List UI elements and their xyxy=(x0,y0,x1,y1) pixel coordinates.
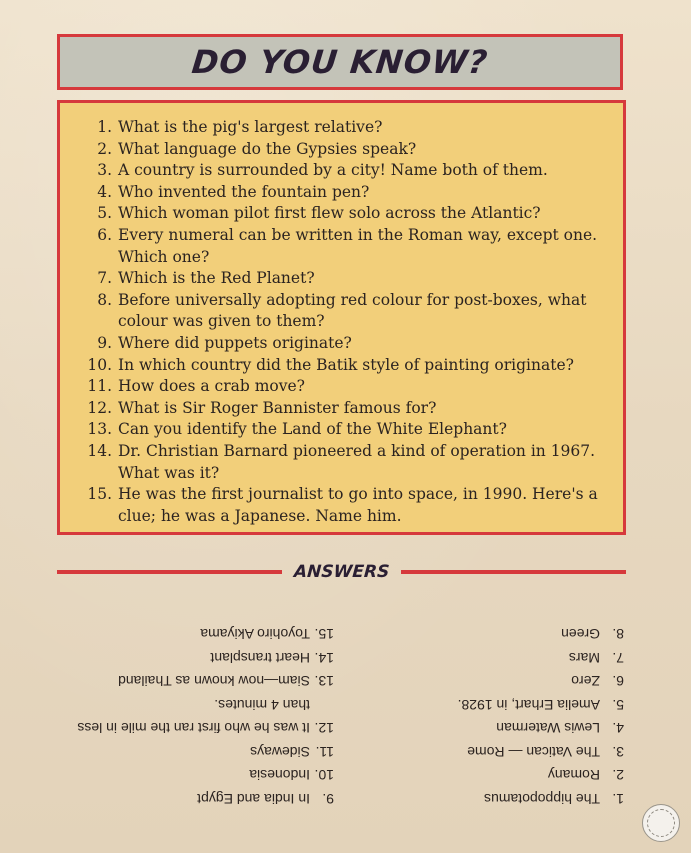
answer-item xyxy=(359,646,624,670)
question-text: Can you identify the Land of the White Elephant? xyxy=(118,420,507,439)
question-item xyxy=(82,160,605,182)
answer-item xyxy=(64,787,334,811)
answers-upside-down xyxy=(64,600,624,810)
title-banner xyxy=(57,34,623,90)
answer-number: 12. xyxy=(314,720,334,737)
question-text: How does a crab move? xyxy=(118,377,305,396)
answer-text: It was he who first ran the mile in less than 4 minutes. xyxy=(77,697,310,737)
question-number: 2. xyxy=(97,139,112,158)
question-item xyxy=(82,225,605,268)
answer-number: 9. xyxy=(322,791,334,807)
answer-number: 11. xyxy=(315,744,334,760)
answer-item xyxy=(359,787,624,811)
answer-number: 13. xyxy=(314,673,334,690)
answers-title: ANSWERS xyxy=(293,562,390,582)
answer-text: Zero xyxy=(571,673,600,690)
answer-text: Mars xyxy=(568,650,600,666)
question-item xyxy=(82,333,605,355)
question-text: Who invented the fountain pen? xyxy=(118,182,370,201)
question-text: What is the pig's largest relative? xyxy=(118,118,383,136)
answer-text: Toyohiro Akiyama xyxy=(200,626,310,643)
question-text: A country is surrounded by a city! Name both of them. xyxy=(118,161,548,180)
question-text: What language do the Gypsies speak? xyxy=(118,139,417,158)
answer-text: Green xyxy=(561,626,600,643)
answer-number: 4. xyxy=(612,720,624,737)
answer-item xyxy=(64,740,334,764)
answer-number: 10. xyxy=(314,767,334,784)
question-item xyxy=(82,182,605,204)
answer-text: Indonesia xyxy=(249,767,310,784)
questions-box xyxy=(57,100,626,535)
answer-text: Amelia Erhart, in 1928. xyxy=(457,697,600,713)
question-number: 6. xyxy=(97,225,112,244)
question-item xyxy=(82,484,605,527)
question-number: 13. xyxy=(87,420,112,439)
question-item xyxy=(82,419,605,441)
question-text: Before universally adopting red colour for post-boxes, what colour was given to them? xyxy=(118,290,587,331)
answer-text: The hippopotamus xyxy=(484,791,600,807)
question-item xyxy=(82,117,605,139)
answer-text: Siam—now known as Thailand xyxy=(118,673,310,690)
answers-header xyxy=(57,561,626,583)
answer-item xyxy=(64,693,334,740)
question-item xyxy=(82,441,605,484)
answer-text: In India and Egypt xyxy=(197,791,310,807)
answer-item xyxy=(359,693,624,717)
question-text: Which woman pilot first flew solo across the Atlantic? xyxy=(118,204,541,223)
answer-item xyxy=(64,669,334,693)
answer-item xyxy=(359,763,624,787)
answer-number: 1. xyxy=(612,791,624,807)
question-text: Where did puppets originate? xyxy=(118,333,352,352)
answer-text: Sideways xyxy=(250,744,310,760)
answers-rule-right xyxy=(401,570,626,574)
answers-column-left xyxy=(359,600,624,810)
answer-number: 15. xyxy=(314,626,334,643)
question-number: 1. xyxy=(97,118,112,136)
answer-item xyxy=(359,669,624,693)
question-text: Dr. Christian Barnard pioneered a kind of operation in 1967. What was it? xyxy=(118,441,596,482)
question-number: 8. xyxy=(97,290,112,309)
question-number: 15. xyxy=(87,485,112,504)
question-number: 14. xyxy=(87,441,112,460)
question-item xyxy=(82,376,605,398)
question-text: What is Sir Roger Bannister famous for? xyxy=(118,398,437,417)
answer-text: Romany xyxy=(547,767,600,784)
answer-item xyxy=(64,646,334,670)
answer-item xyxy=(64,763,334,787)
question-number: 10. xyxy=(87,355,112,374)
answer-number: 14. xyxy=(314,650,334,666)
answer-number: 8. xyxy=(612,626,624,643)
question-item xyxy=(82,355,605,377)
question-text: Every numeral can be written in the Roman way, except one. Which one? xyxy=(118,225,598,266)
answer-number: 3. xyxy=(612,744,624,760)
answer-text: Heart transplant xyxy=(210,650,310,666)
question-item xyxy=(82,203,605,225)
question-text: Which is the Red Planet? xyxy=(118,269,315,288)
question-item xyxy=(82,398,605,420)
question-text: In which country did the Batik style of painting originate? xyxy=(118,355,574,374)
answer-item xyxy=(64,622,334,646)
question-item xyxy=(82,290,605,333)
question-number: 4. xyxy=(97,182,112,201)
answer-number: 2. xyxy=(612,767,624,784)
question-number: 7. xyxy=(97,269,112,288)
answer-number: 5. xyxy=(612,697,624,713)
answer-item xyxy=(359,716,624,740)
question-text: He was the first journalist to go into space, in 1990. Here's a clue; he was a Japanese. Name him. xyxy=(118,485,598,525)
question-item xyxy=(82,139,605,161)
question-number: 5. xyxy=(97,204,112,223)
library-stamp-icon xyxy=(642,804,680,842)
answer-text: The Vatican — Rome xyxy=(467,744,600,760)
question-item xyxy=(82,268,605,290)
question-number: 12. xyxy=(87,398,112,417)
stamp-inner-ring xyxy=(647,809,675,837)
question-number: 3. xyxy=(97,161,112,180)
answer-text: Lewis Waterman xyxy=(496,720,600,737)
answers-column-right xyxy=(64,600,334,810)
answer-number: 6. xyxy=(612,673,624,690)
question-number: 9. xyxy=(97,333,112,352)
answer-number: 7. xyxy=(612,650,624,666)
answer-item xyxy=(359,622,624,646)
question-number: 11. xyxy=(87,377,112,396)
answer-item xyxy=(359,740,624,764)
page-title: DO YOU KNOW? xyxy=(190,43,490,81)
answers-rule-left xyxy=(57,570,282,574)
question-list xyxy=(82,117,605,527)
